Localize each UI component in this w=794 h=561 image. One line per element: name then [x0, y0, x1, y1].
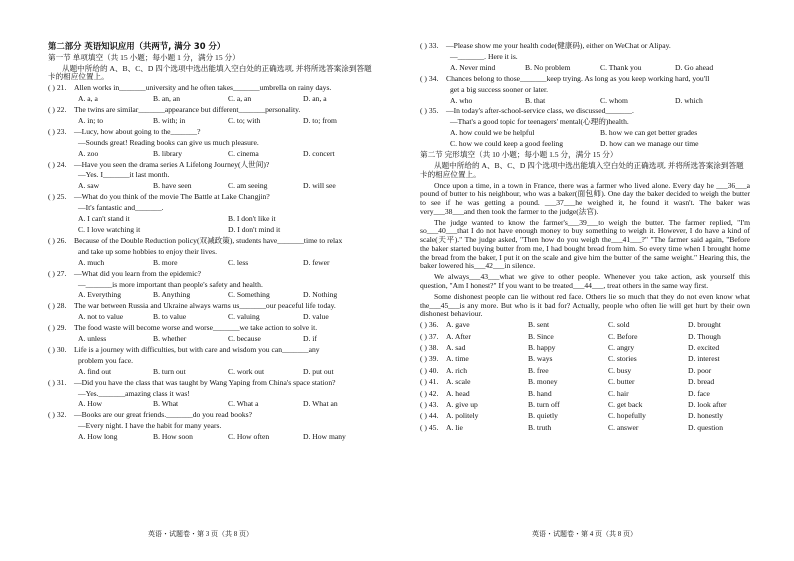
section1-title: 第一节 单项填空（共 15 小题；每小题 1 分，满分 15 分） — [48, 52, 240, 62]
option-a[interactable]: A. politely — [446, 411, 479, 421]
question-28 — [48, 302, 378, 311]
question-33-line2: —_______. Here it is. — [450, 51, 518, 61]
question-number: ( ) 26. — [48, 235, 67, 245]
question-text: —Lucy, how about going to the_______? — [74, 126, 201, 136]
options-34 — [420, 97, 750, 106]
option-a[interactable]: A. sad — [446, 342, 466, 352]
cloze-question-36 — [420, 321, 750, 330]
question-35 — [420, 107, 750, 116]
question-text: —What do you think of the movie The Battle at Lake Changjin? — [74, 192, 270, 202]
question-number: ( ) 42. — [420, 388, 439, 398]
options-28 — [48, 313, 378, 322]
option-d[interactable]: D. excited — [688, 342, 720, 352]
question-number: ( ) 44. — [420, 411, 439, 421]
option-c[interactable]: C. answer — [608, 422, 639, 432]
option-c[interactable]: C. How often — [228, 432, 270, 442]
option-b[interactable]: B. money — [528, 377, 558, 387]
question-34-line2: get a big success sooner or later. — [450, 84, 549, 94]
question-26-line2: and take up some hobbies to enjoy their lives. — [78, 246, 217, 256]
question-text: —Did you have the class that was taught by Wang Yaping from China's space station? — [74, 377, 336, 387]
option-d[interactable]: D. look after — [688, 399, 727, 409]
left-page — [48, 42, 378, 444]
cloze-question-38 — [420, 344, 750, 353]
question-number: ( ) 21. — [48, 83, 67, 93]
option-b[interactable]: B. truth — [528, 422, 552, 432]
option-a[interactable]: A. zoo — [78, 148, 99, 158]
option-d[interactable]: D. I don't mind it — [228, 224, 281, 234]
options-35 — [420, 129, 750, 149]
option-b[interactable]: B. ways — [528, 354, 553, 364]
question-number: ( ) 41. — [420, 377, 439, 387]
option-a[interactable]: A. lie — [446, 422, 463, 432]
option-c[interactable]: C. how we could keep a good feeling — [450, 139, 564, 149]
option-b[interactable]: B. with; in — [153, 115, 186, 125]
question-number: ( ) 22. — [48, 105, 67, 114]
option-d[interactable]: D. how can we manage our time — [600, 139, 699, 149]
option-c[interactable]: C. What a — [228, 399, 259, 409]
option-a[interactable]: A. find out — [78, 366, 112, 376]
question-27-line2: —_______is more important than people's safety and health. — [78, 279, 263, 289]
option-a[interactable]: A. I can't stand it — [78, 214, 130, 224]
question-25-line2: —It's fantastic and_______. — [78, 203, 164, 213]
options-33 — [420, 64, 750, 73]
question-26 — [48, 237, 378, 246]
question-text: The twins are similar_______appearance but different_______personality. — [74, 105, 301, 114]
question-number: ( ) 31. — [48, 377, 67, 387]
option-c[interactable]: C. Thank you — [600, 62, 642, 72]
question-text: —In today's after-school-service class, we discussed_______. — [446, 106, 634, 116]
right-page — [420, 42, 750, 435]
question-number: ( ) 43. — [420, 399, 439, 409]
option-d[interactable]: D. put out — [303, 366, 334, 376]
option-a[interactable]: A. time — [446, 354, 469, 364]
option-b[interactable]: B. sent — [528, 320, 550, 330]
option-b[interactable]: B. Since — [528, 331, 554, 341]
question-number: ( ) 38. — [420, 342, 439, 352]
option-d[interactable]: D. which — [675, 95, 703, 105]
section1-instruction: 从题中所给的 A、B、C、D 四个选项中选出能填入空白处的正确选项, 并将所选答案涂到答题卡的相应位置上。 — [48, 63, 372, 82]
cloze-question-37 — [420, 333, 750, 342]
part-title: 第二部分 英语知识应用（共两节, 满分 30 分） — [48, 41, 226, 51]
option-b[interactable]: B. Anything — [153, 290, 191, 300]
option-b[interactable]: B. an, an — [153, 94, 180, 104]
option-c[interactable]: C. angry — [608, 342, 635, 352]
options-23 — [48, 150, 378, 159]
options-30 — [48, 368, 378, 377]
question-34 — [420, 75, 750, 84]
option-c[interactable]: C. a, an — [228, 94, 252, 104]
question-number: ( ) 35. — [420, 106, 439, 116]
question-number: ( ) 32. — [48, 410, 67, 420]
question-27 — [48, 270, 378, 279]
cloze-question-41 — [420, 378, 750, 387]
question-number: ( ) 29. — [48, 323, 67, 333]
question-text: —Have you seen the drama series A Lifelong Journey(人世间)? — [74, 159, 270, 169]
option-c[interactable]: C. cinema — [228, 148, 259, 158]
question-number: ( ) 28. — [48, 301, 67, 311]
options-32 — [48, 433, 378, 442]
options-31 — [48, 400, 378, 409]
right-page-footer: 英语・试题卷・第 4 页（共 8 页） — [532, 530, 637, 538]
option-b[interactable]: B. free — [528, 365, 549, 375]
option-d[interactable]: D. What an — [303, 399, 338, 409]
question-32 — [48, 411, 378, 420]
question-31-line2: —Yes._______amazing class it was! — [78, 388, 190, 398]
question-23-line2: —Sounds great! Reading books can give us much pleasure. — [78, 137, 259, 147]
option-b[interactable]: B. hand — [528, 388, 552, 398]
option-b[interactable]: B. how we can get better grades — [600, 128, 698, 138]
cloze-question-44 — [420, 412, 750, 421]
option-b[interactable]: B. happy — [528, 342, 556, 352]
option-c[interactable]: C. am seeing — [228, 181, 268, 191]
option-c[interactable]: C. less — [228, 257, 249, 267]
question-number: ( ) 27. — [48, 268, 67, 278]
option-c[interactable]: C. to; with — [228, 115, 261, 125]
option-d[interactable]: D. How many — [303, 432, 346, 442]
option-c[interactable]: C. work out — [228, 366, 265, 376]
option-c[interactable]: C. hair — [608, 388, 629, 398]
option-b[interactable]: B. I don't like it — [228, 214, 276, 224]
option-a[interactable]: A. a, a — [78, 94, 98, 104]
option-b[interactable]: B. quietly — [528, 411, 558, 421]
option-a[interactable]: A. head — [446, 388, 470, 398]
option-b[interactable]: B. How soon — [153, 432, 193, 442]
question-number: ( ) 37. — [420, 331, 439, 341]
option-a[interactable]: A. saw — [78, 181, 100, 191]
question-number: ( ) 33. — [420, 41, 439, 50]
question-24-line2: —Yes. I_______it last month. — [78, 170, 170, 180]
options-26 — [48, 259, 378, 268]
cloze-question-45 — [420, 424, 750, 433]
option-a[interactable]: A. rich — [446, 365, 468, 375]
question-number: ( ) 24. — [48, 159, 67, 169]
option-c[interactable]: C. valuing — [228, 312, 260, 322]
question-30-line2: problem you face. — [78, 355, 134, 365]
option-d[interactable]: D. value — [303, 312, 329, 322]
options-27 — [48, 291, 378, 300]
options-21 — [48, 95, 378, 104]
option-c[interactable]: C. hopefully — [608, 411, 646, 421]
option-d[interactable]: D. poor — [688, 365, 712, 375]
option-a[interactable]: A. give up — [446, 399, 478, 409]
option-b[interactable]: B. library — [153, 148, 183, 158]
option-a[interactable]: A. How long — [78, 432, 118, 442]
question-text: —What did you learn from the epidemic? — [74, 268, 201, 278]
option-c[interactable]: C. sold — [608, 320, 630, 330]
question-number: ( ) 45. — [420, 422, 439, 432]
question-text: —Books are our great friends._______do you read books? — [74, 410, 252, 420]
options-24 — [48, 182, 378, 191]
option-b[interactable]: B. whether — [153, 334, 187, 344]
cloze-paragraph-4: Some dishonest people can lie without red face. Others lie so much that they do not even know what the___45___is any more. But who is it bad for? Actually, people who often lie will get hurt by their own dishonest behaviour. — [420, 291, 750, 319]
option-b[interactable]: B. that — [525, 95, 546, 105]
options-25 — [48, 215, 378, 235]
option-d[interactable]: D. an, a — [303, 94, 327, 104]
option-a[interactable]: A. how could we be helpful — [450, 128, 535, 138]
option-d[interactable]: D. bread — [688, 377, 715, 387]
option-d[interactable]: D. to; from — [303, 115, 337, 125]
option-c[interactable]: C. get back — [608, 399, 643, 409]
option-d[interactable]: D. will see — [303, 181, 336, 191]
option-b[interactable]: B. What — [153, 399, 179, 409]
option-b[interactable]: B. to value — [153, 312, 187, 322]
option-d[interactable]: D. brought — [688, 320, 721, 330]
question-text: Life is a journey with difficulties, but with care and wisdom you can_______any — [74, 344, 320, 354]
question-32-line2: —Every night. I have the habit for many years. — [78, 421, 222, 431]
cloze-question-42 — [420, 390, 750, 399]
question-number: ( ) 23. — [48, 126, 67, 136]
option-d[interactable]: D. if — [303, 334, 317, 344]
question-text: Chances belong to those_______keep trying. As long as you keep working hard, you'll — [446, 73, 710, 83]
question-22 — [48, 106, 378, 115]
option-a[interactable]: A. gave — [446, 320, 470, 330]
options-22 — [48, 117, 378, 126]
option-d[interactable]: D. interest — [688, 354, 720, 364]
question-text: Allen works in_______university and he often takes_______umbrella on rainy days. — [74, 83, 332, 93]
option-a[interactable]: A. Never mind — [450, 62, 496, 72]
cloze-question-39 — [420, 355, 750, 364]
option-c[interactable]: C. Before — [608, 331, 638, 341]
option-b[interactable]: B. have seen — [153, 181, 192, 191]
option-a[interactable]: A. Everything — [78, 290, 122, 300]
option-d[interactable]: D. Go ahead — [675, 62, 714, 72]
cloze-question-40 — [420, 367, 750, 376]
question-31 — [48, 379, 378, 388]
option-c[interactable]: C. I love watching it — [78, 224, 141, 234]
question-text: —Please show me your health code(健康码), either on WeChat or Alipay. — [446, 41, 671, 50]
option-a[interactable]: A. How — [78, 399, 103, 409]
option-b[interactable]: B. turn off — [528, 399, 560, 409]
option-d[interactable]: D. concert — [303, 148, 335, 158]
cloze-options — [420, 321, 750, 432]
option-a[interactable]: A. much — [78, 257, 105, 267]
option-d[interactable]: D. Though — [688, 331, 721, 341]
option-d[interactable]: D. face — [688, 388, 710, 398]
option-d[interactable]: D. Nothing — [303, 290, 338, 300]
left-page-footer: 英语・试题卷・第 3 页（共 8 页） — [148, 530, 253, 538]
option-a[interactable]: A. scale — [446, 377, 471, 387]
option-d[interactable]: D. honestly — [688, 411, 724, 421]
question-text: The war between Russia and Ukraine always warns us_______our peaceful life today. — [74, 301, 336, 311]
question-number: ( ) 25. — [48, 192, 67, 202]
option-c[interactable]: C. Something — [228, 290, 270, 300]
question-text: Because of the Double Reduction policy(双减政策), students have_______time to relax — [74, 235, 343, 245]
option-c[interactable]: C. busy — [608, 365, 632, 375]
question-29 — [48, 324, 378, 333]
option-c[interactable]: C. stories — [608, 354, 637, 364]
question-33 — [420, 42, 750, 51]
option-a[interactable]: A. not to value — [78, 312, 124, 322]
cloze-paragraph-1: Once upon a time, in a town in France, there was a farmer who lived alone. Every day he ___36___a pound of butter to his neighbour, who was a baker(面包师). One day the baker decided to weigh the butter to see if he was getting a pound. ___37___he weighed it, he found it wasn't. The baker was very___38___and then took the farmer to the judge(法官). — [420, 180, 750, 216]
option-b[interactable]: B. turn out — [153, 366, 186, 376]
question-number: ( ) 40. — [420, 365, 439, 375]
cloze-paragraph-3: We always___43___what we give to other people. Whenever you take action, ask yourself this question, "Am I honest?" If you want to be treated___44___, treat others in the same way first. — [420, 272, 750, 290]
option-d[interactable]: D. question — [688, 422, 724, 432]
option-a[interactable]: A. who — [450, 95, 473, 105]
option-a[interactable]: A. in; to — [78, 115, 104, 125]
options-29 — [48, 335, 378, 344]
question-30 — [48, 346, 378, 355]
question-number: ( ) 39. — [420, 354, 439, 364]
question-text: The food waste will become worse and worse_______we take action to solve it. — [74, 323, 318, 333]
option-c[interactable]: C. because — [228, 334, 261, 344]
question-number: ( ) 30. — [48, 344, 67, 354]
question-24 — [48, 161, 378, 170]
option-a[interactable]: A. unless — [78, 334, 107, 344]
section2-title: 第二节 完形填空（共 10 小题；每小题 1.5 分，满分 15 分） — [420, 150, 618, 160]
section2-instruction: 从题中所给的 A、B、C、D 四个选项中选出能填入空白处的正确选项, 并将所选答案涂到答题卡的相应位置上。 — [420, 160, 744, 179]
question-35-line2: —That's a good topic for teenagers' mental(心理的)health. — [450, 117, 629, 127]
cloze-question-43 — [420, 401, 750, 410]
cloze-paragraph-2: The judge wanted to know the farmer's___39___to weigh the butter. The farmer replied, "I'm so___40___that I do not have enough money to buy something to weigh it. However, I do have a kind of scale(天平)." The judge asked, "Then how do you weigh the___41___?" "The farmer said again, "Before the baker started buying butter from me, I had bought bread from him. So every time when I brought home the bread from the baker, I put it on the scale and give him the butter of the same weight." Hearing this, the baker lowered his___42___in silence. — [420, 217, 750, 271]
option-d[interactable]: D. fewer — [303, 257, 330, 267]
question-number: ( ) 36. — [420, 320, 439, 330]
question-21 — [48, 84, 378, 93]
option-b[interactable]: B. No problem — [525, 62, 571, 72]
option-c[interactable]: C. whom — [600, 95, 628, 105]
question-number: ( ) 34. — [420, 73, 439, 83]
question-23 — [48, 128, 378, 137]
question-25 — [48, 193, 378, 202]
option-a[interactable]: A. After — [446, 331, 471, 341]
option-b[interactable]: B. more — [153, 257, 178, 267]
option-c[interactable]: C. butter — [608, 377, 635, 387]
